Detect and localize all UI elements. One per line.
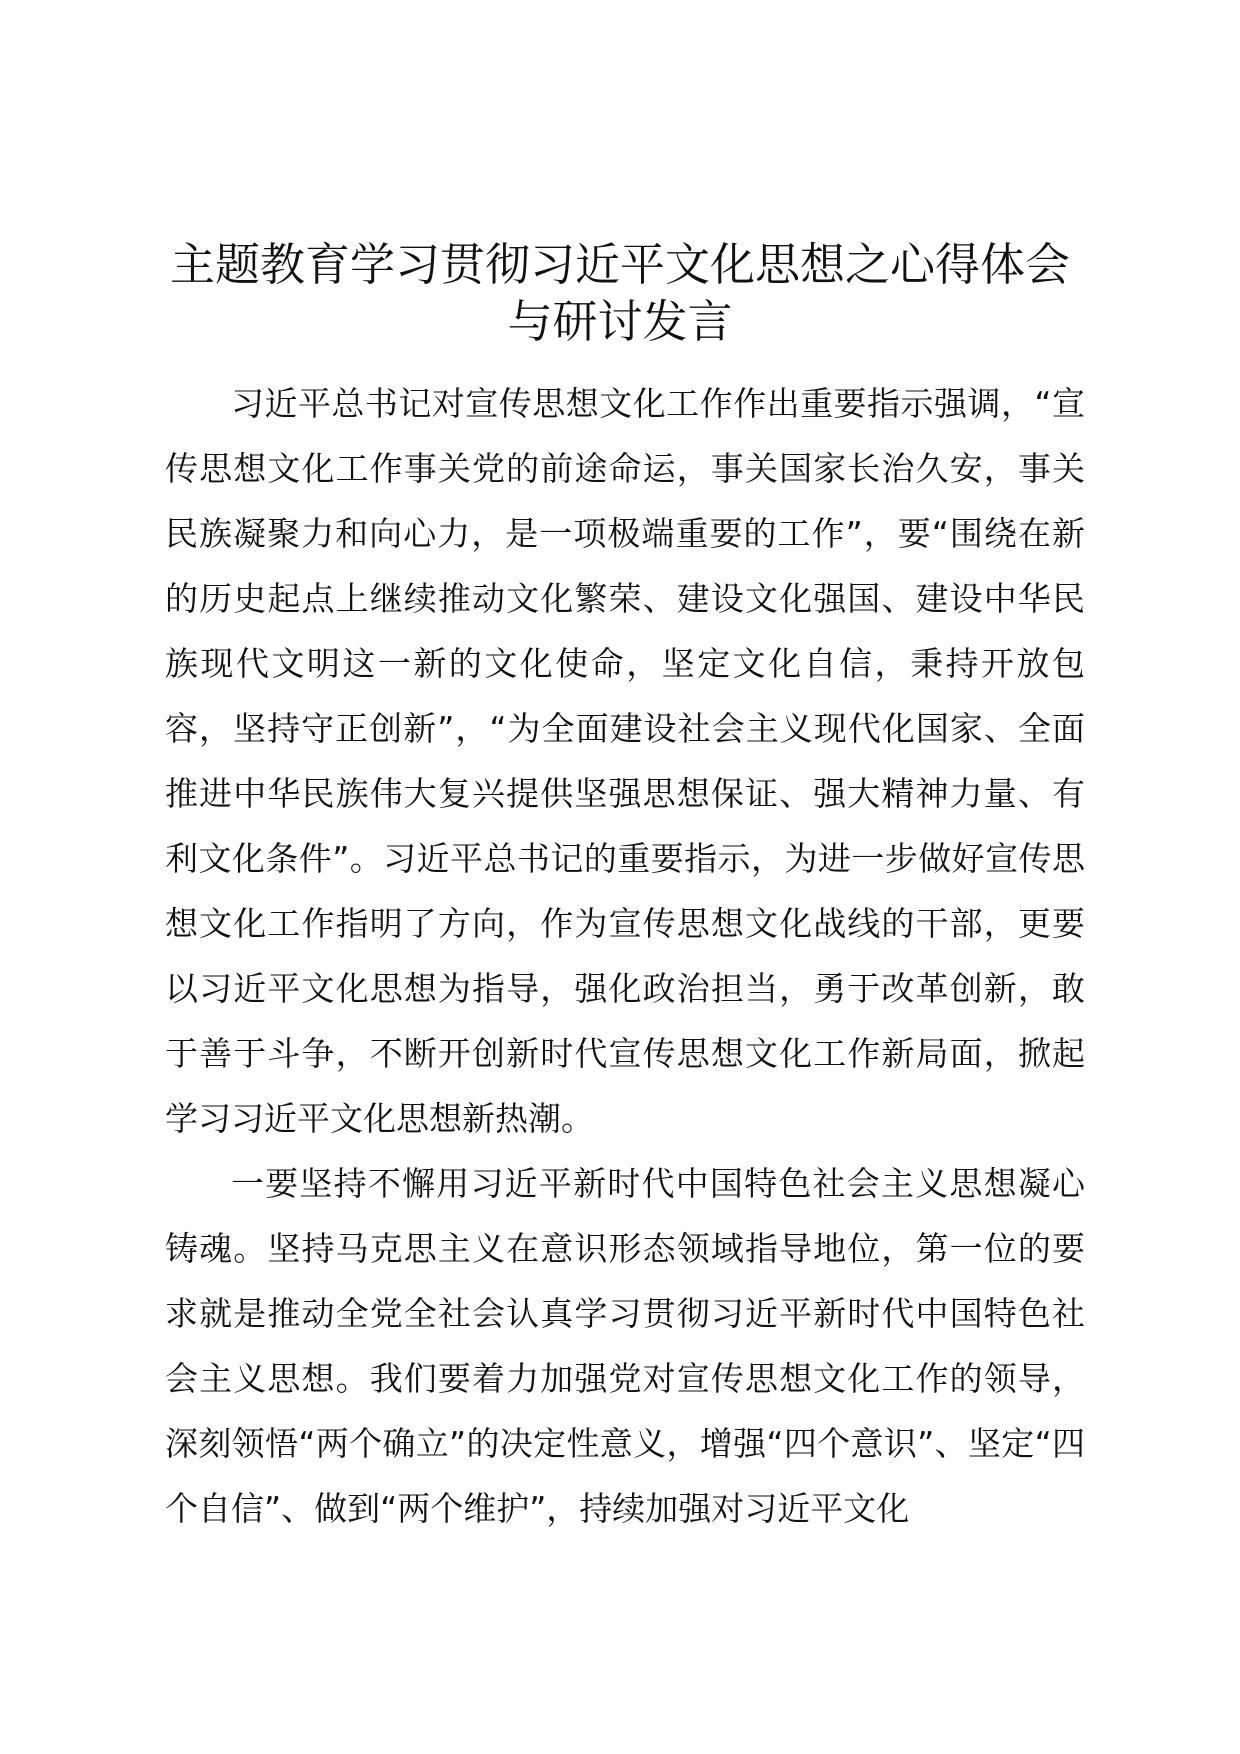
paragraph-1: 习近平总书记对宣传思想文化工作作出重要指示强调，“宣传思想文化工作事关党的前途命运，事关国家长治久安，事关民族凝聚力和向心力，是一项极端重要的工作”，要“围绕在新的历史起点上继续推动文化繁荣、建设文化强国、建设中华民族现代文明这一新的文化使命，坚定文化自信，秉持开放包容，坚持守正创新”，“为全面建设社会主义现代化国家、全面推进中华民族伟大复兴提供坚强思想保证、强大精神力量、有利文化条件”。习近平总书记的重要指示，为进一步做好宣传思想文化工作指明了方向，作为宣传思想文化战线的干部，更要以习近平文化思想为指导，强化政治担当，勇于改革创新，敢于善于斗争，不断开创新时代宣传思想文化工作新局面，掀起学习习近平文化思想新热潮。 xyxy=(165,384,1085,1138)
paragraph-2: 一要坚持不懈用习近平新时代中国特色社会主义思想凝心铸魂。坚持马克思主义在意识形态领域指导地位，第一位的要求就是推动全党全社会认真学习贯彻习近平新时代中国特色社会主义思想。我们要着力加强党对宣传思想文化工作的领导，深刻领悟“两个确立”的决定性意义，增强“四个意识”、坚定“四个自信”、做到“两个维护”，持续加强对习近平文化 xyxy=(165,1164,1085,1528)
document-body xyxy=(165,371,1085,1541)
document-title: 主题教育学习贯彻习近平文化思想之心得体会与研讨发言 xyxy=(169,238,1070,348)
